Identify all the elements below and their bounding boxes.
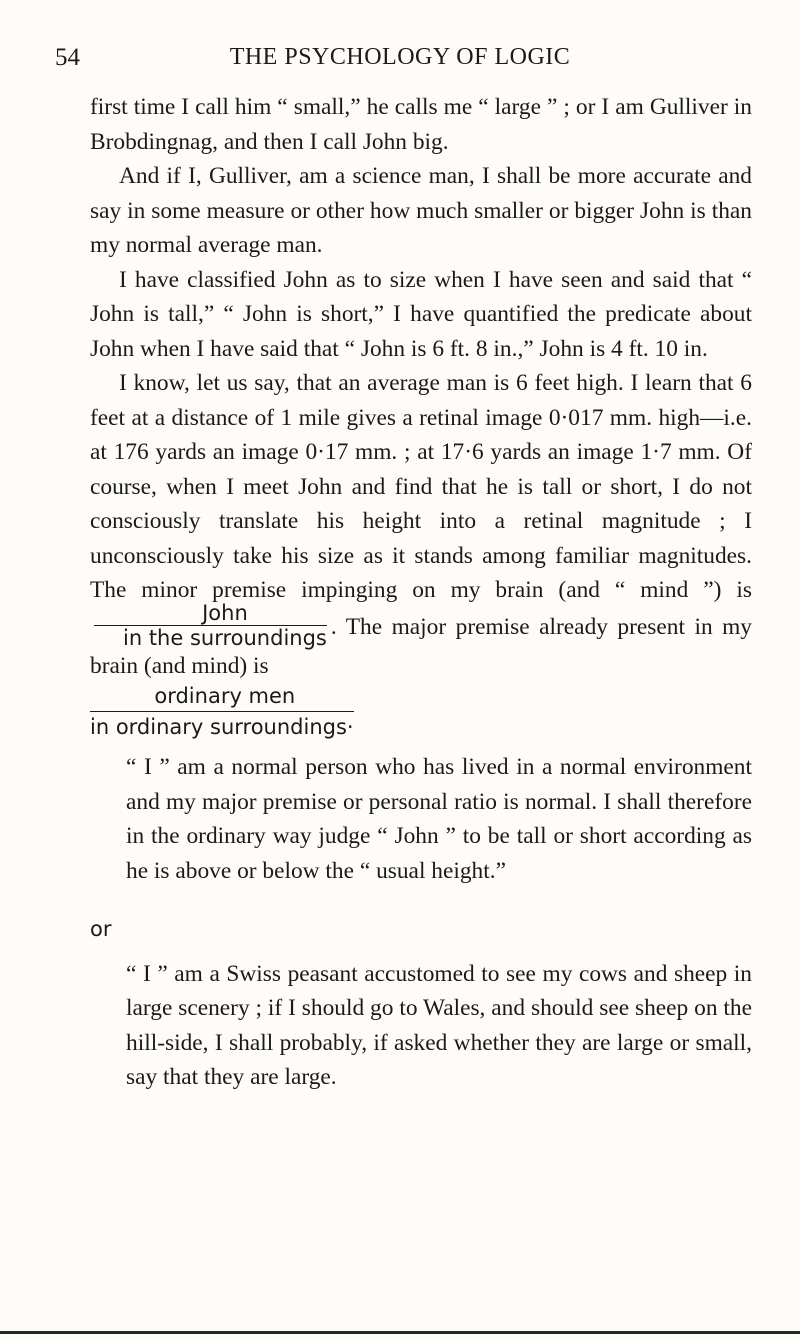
page-bottom-rule xyxy=(0,1331,800,1334)
running-title: THE PSYCHOLOGY OF LOGIC xyxy=(229,44,571,70)
major-premise-denominator: in ordinary surroundings· xyxy=(90,715,354,739)
paragraph-4 xyxy=(90,366,752,683)
minor-premise-denominator: in the surroundings xyxy=(123,625,327,650)
minor-premise-numerator: John xyxy=(94,602,327,626)
major-premise-fraction xyxy=(90,683,354,740)
body-text xyxy=(90,90,752,1095)
paragraph-2: And if I, Gulliver, am a science man, I shall be more accurate and say in some measure or other how much smaller or bigger John is than my normal average man. xyxy=(90,163,752,258)
minor-premise-fraction xyxy=(94,602,327,649)
paragraph-4-tail: . The major premise already present in my brain (and mind) is xyxy=(90,613,752,679)
quote-normal-person: “ I ” am a normal person who has lived in a normal environment and my major premise or personal ratio is normal. I shall therefore in the ordinary way judge “ John ” to be tall or short according as he is above or below the “ usual height.” xyxy=(126,754,752,884)
paragraph-1: first time I call him “ small,” he calls me “ large ” ; or I am Gulliver in Brobdingnag, and then I call John big. xyxy=(90,94,752,155)
or-separator: or xyxy=(90,917,112,941)
page-header xyxy=(55,44,745,80)
paragraph-3: I have classified John as to size when I have seen and said that “ John is tall,” “ John is short,” I have quantified the predicate about John when I have said that “ John is 6 ft. 8 in.,” John is 4 ft. 10 in. xyxy=(90,266,752,362)
major-premise-numerator: ordinary men xyxy=(90,683,354,712)
paragraph-4-text: I know, let us say, that an average man is 6 feet high. I learn that 6 feet at a distance of 1 mile gives a retinal image 0·017 mm. high—i.e. at 176 yards an image 0·17 mm. ; at 17·6 yards an image 1·7 mm. Of course, when I meet John and find that he is tall or short, I do not consciously translate his height into a retinal magnitude ; I unconsciously take his size as it stands among familiar magnitudes. The minor premise impinging on my brain (and “ mind ”) is xyxy=(90,370,752,603)
quote-swiss-peasant: “ I ” am a Swiss peasant accustomed to see my cows and sheep in large scenery ; if I should go to Wales, and should see sheep on the hill-side, I shall probably, if asked whether they are large or small, say that they are large. xyxy=(126,960,752,1090)
page-number: 54 xyxy=(55,44,80,71)
